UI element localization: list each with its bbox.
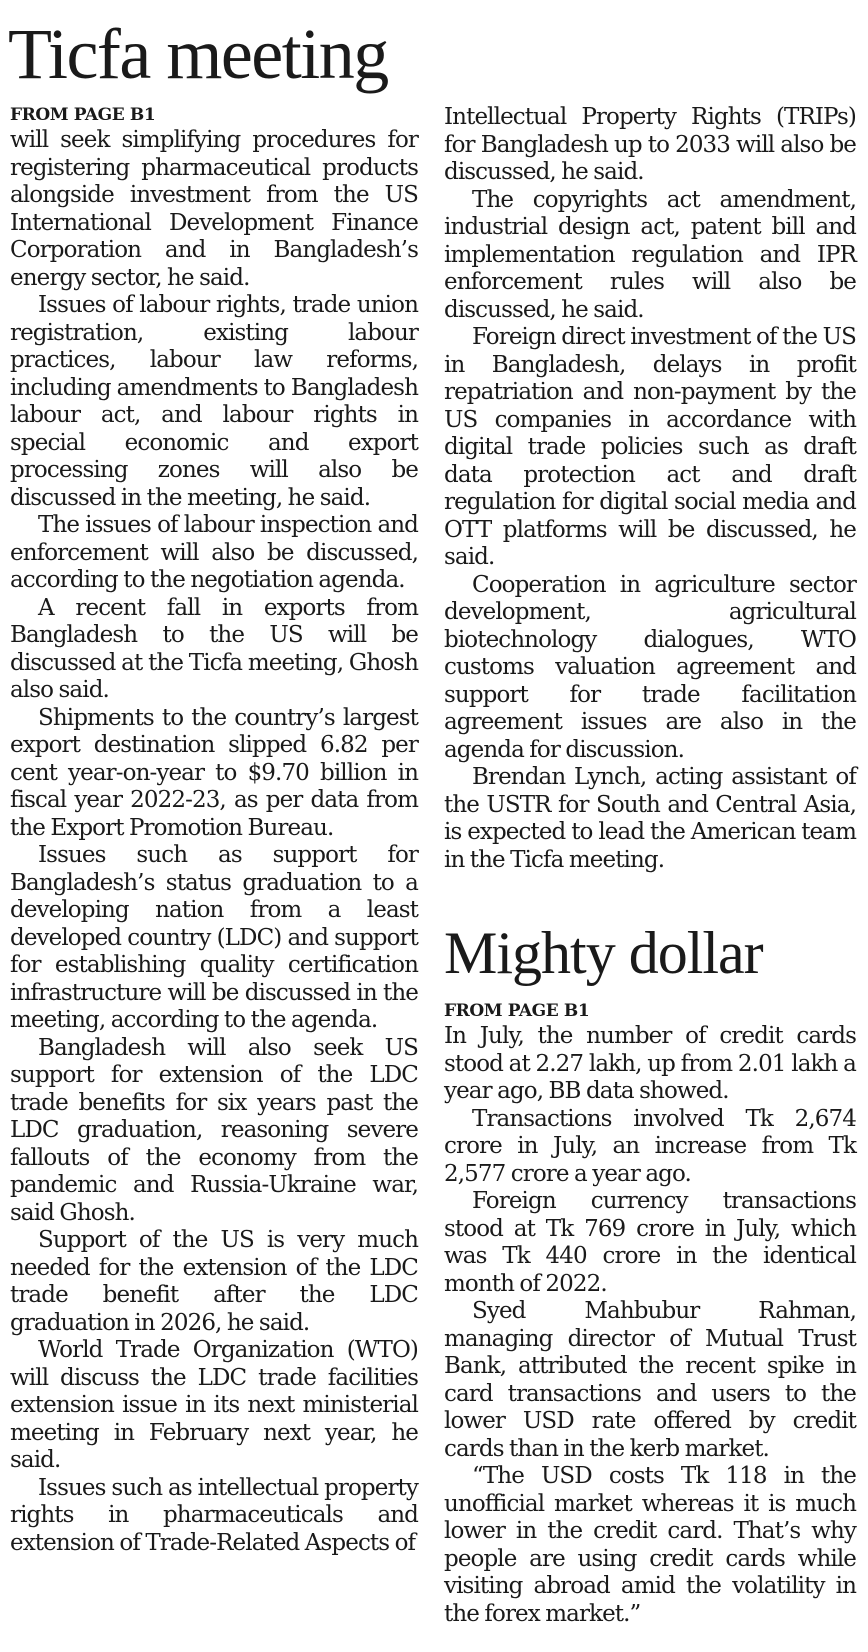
ticfa-kicker: FROM PAGE B1 [10, 105, 156, 125]
ticfa-paragraph: World Trade Organization (WTO) will discuss the LDC trade facilities extension issue in its next ministerial meeting in February next year, he said. [10, 1337, 418, 1473]
ticfa-headline: Ticfa meeting [8, 14, 388, 94]
mighty-dollar-kicker: FROM PAGE B1 [444, 1001, 590, 1021]
ticfa-paragraph: Issues of labour rights, trade union registration, existing labour practices, labour law reforms, including amendments to Bangladesh labour act, and labour rights in special economic and export processing zones will also be discussed in the meeting, he said. [10, 292, 418, 511]
mighty-dollar-paragraph: Transactions involved Tk 2,674 crore in July, an increase from Tk 2,577 crore a year ago. [444, 1105, 856, 1187]
ticfa-paragraph: A recent fall in exports from Bangladesh to the US will be discussed at the Ticfa meeting, Ghosh also said. [10, 594, 418, 703]
ticfa-paragraph: Bangladesh will also seek US support for extension of the LDC trade benefits for six years past the LDC graduation, reasoning severe fallouts of the economy from the pandemic and Russia-Ukraine war, said Ghosh. [10, 1034, 418, 1226]
mighty-dollar-paragraph: Foreign currency transactions stood at Tk 769 crore in July, which was Tk 440 crore in the identical month of 2022. [444, 1188, 856, 1297]
ticfa-paragraph: The copyrights act amendment, industrial design act, patent bill and implementation regulation and IPR enforcement rules will also be discussed, he said. [444, 186, 856, 323]
ticfa-paragraph: Brendan Lynch, acting assistant of the USTR for South and Central Asia, is expected to lead the American team in the Ticfa meeting. [444, 764, 856, 873]
mighty-dollar-paragraph: In July, the number of credit cards stood at 2.27 lakh, up from 2.01 lakh a year ago, BB data showed. [444, 1023, 856, 1104]
ticfa-paragraph: The issues of labour inspection and enforcement will also be discussed, according to the negotiation agenda. [10, 512, 418, 593]
ticfa-paragraph: Shipments to the country’s largest export destination slipped 6.82 per cent year-on-year to $9.70 billion in fiscal year 2022-23, as per data from the Export Promotion Bureau. [10, 704, 418, 841]
mighty-dollar-headline: Mighty dollar [444, 920, 763, 986]
mighty-dollar-column [444, 1000, 856, 1628]
ticfa-paragraph: Foreign direct investment of the US in Bangladesh, delays in profit repatriation and non-payment by the US companies in accordance with digital trade policies such as draft data protection act and draft regulation for digital social media and OTT platforms will be discussed, he said. [444, 324, 856, 570]
ticfa-paragraph: will seek simplifying procedures for registering pharmaceutical products alongside investment from the US International Development Finance Corporation and in Bangladesh’s energy sector, he said. [10, 127, 418, 291]
ticfa-paragraph: Issues such as intellectual property rights in pharmaceuticals and extension of Trade-Related Aspects of [10, 1474, 418, 1556]
ticfa-paragraph: Intellectual Property Rights (TRIPs) for Bangladesh up to 2033 will also be discussed, he said. [444, 104, 856, 185]
ticfa-left-column [10, 104, 418, 1557]
ticfa-paragraph: Cooperation in agriculture sector development, agricultural biotechnology dialogues, WTO customs valuation agreement and support for trade facilitation agreement issues are also in the agenda for discussion. [444, 571, 856, 763]
mighty-dollar-paragraph: Syed Mahbubur Rahman, managing director of Mutual Trust Bank, attributed the recent spike in card transactions and users to the lower USD rate offered by credit cards than in the kerb market. [444, 1298, 856, 1462]
ticfa-paragraph: Issues such as support for Bangladesh’s status graduation to a developing nation from a least developed country (LDC) and support for establishing quality certification infrastructure will be discussed in the meeting, according to the agenda. [10, 842, 418, 1033]
mighty-dollar-paragraph: “The USD costs Tk 118 in the unofficial market whereas it is much lower in the credit card. That’s why people are using credit cards while visiting abroad amid the volatility in the forex market.” [444, 1463, 856, 1627]
ticfa-right-column [444, 104, 856, 874]
ticfa-paragraph: Support of the US is very much needed for the extension of the LDC trade benefit after the LDC graduation in 2026, he said. [10, 1227, 418, 1336]
